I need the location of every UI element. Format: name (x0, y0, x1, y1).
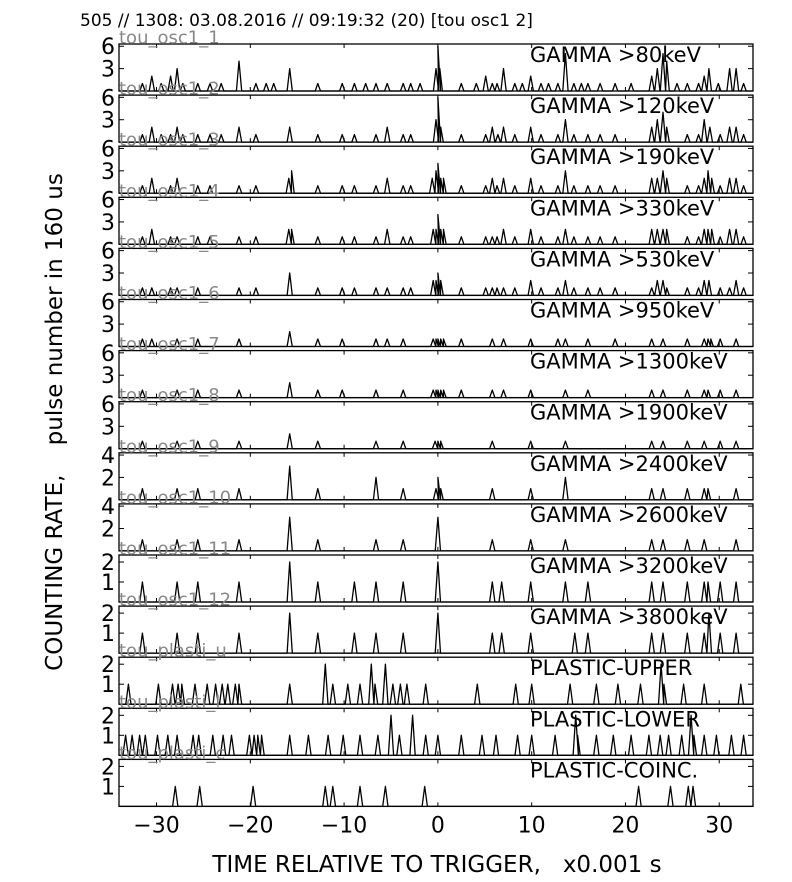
panel-tag: tou_plasti_u (119, 640, 227, 662)
y-tick-label: 1 (101, 571, 115, 596)
panel-tag: tou_osc1_9 (119, 436, 220, 458)
y-tick-label: 3 (101, 210, 115, 236)
y-tick-label: 2 (101, 653, 115, 679)
y-tick-label: 6 (101, 86, 115, 112)
y-tick-label: 3 (101, 57, 115, 83)
y-tick-label: 3 (101, 415, 115, 441)
y-tick-label: 6 (101, 188, 115, 214)
panel-label: GAMMA >1900keV (530, 400, 728, 425)
y-tick-label: 1 (101, 775, 115, 801)
series-line-tou_plasti_c (119, 786, 753, 806)
y-tick-label: 6 (101, 239, 115, 265)
panel-label: GAMMA >80keV (530, 43, 701, 67)
panel-label: GAMMA >3800keV (530, 605, 728, 630)
x-tick-label: −30 (133, 813, 180, 839)
y-tick-label: 1 (101, 724, 115, 750)
chart-header: 505 // 1308: 03.08.2016 // 09:19:32 (20) [tou osc1 2] (80, 11, 533, 31)
y-tick-label: 2 (101, 466, 115, 492)
y-tick-label: 2 (101, 602, 115, 628)
panel-tag: tou_osc1_6 (119, 283, 220, 304)
y-tick-label: 4 (101, 495, 115, 521)
x-tick-label: −20 (227, 813, 274, 839)
y-tick-label: 6 (101, 35, 115, 61)
panel-tag: tou_osc1_5 (119, 231, 220, 253)
x-axis (133, 813, 733, 838)
panel-tou_plasti_c (101, 743, 753, 807)
panel-label: GAMMA >950keV (530, 298, 715, 323)
panel-tag: tou_osc1_1 (119, 27, 220, 49)
panel-label: GAMMA >120keV (530, 94, 715, 119)
y-tick-label: 6 (101, 290, 115, 316)
x-tick-label: 10 (517, 813, 546, 839)
y-tick-label: 2 (101, 551, 115, 576)
x-tick-label: 20 (611, 813, 640, 839)
panel-tag: tou_osc1_2 (119, 78, 220, 100)
panel-label: PLASTIC-LOWER (530, 707, 700, 732)
panel-label: PLASTIC-COINC. (530, 758, 699, 783)
x-tick-label: 0 (430, 813, 445, 839)
y-tick-label: 1 (101, 622, 115, 648)
panel-label: GAMMA >2600keV (530, 502, 728, 527)
panel-tag: tou_osc1_10 (119, 487, 232, 509)
panel-tag: tou_osc1_12 (119, 589, 232, 611)
y-tick-label: 3 (101, 108, 115, 134)
panels (101, 28, 753, 807)
panel-label: GAMMA >190keV (530, 145, 715, 170)
panel-tag: tou_osc1_8 (119, 385, 220, 407)
panel-tag: tou_osc1_7 (119, 334, 220, 356)
panel-tag: tou_plasti_c (119, 742, 226, 764)
panel-tag: tou_osc1_3 (119, 129, 220, 151)
x-tick-label: −10 (320, 813, 368, 839)
panel-label: GAMMA >2400keV (530, 451, 728, 476)
x-tick-label: 30 (705, 813, 734, 839)
panel-tag: tou_osc1_11 (119, 538, 232, 560)
panel-tag: tou_osc1_4 (119, 180, 220, 202)
y-tick-label: 4 (101, 444, 115, 470)
panel-label: GAMMA >530keV (530, 247, 715, 272)
y-tick-label: 3 (101, 262, 115, 288)
y-tick-label: 6 (101, 392, 115, 418)
y-tick-label: 6 (101, 341, 115, 367)
y-tick-label: 2 (101, 517, 115, 543)
panel-tag: tou_plasti_l (119, 691, 221, 713)
y-axis-label: COUNTING RATE, pulse number in 160 us (42, 173, 68, 671)
y-tick-label: 3 (101, 313, 115, 339)
panel-label: GAMMA >3200keV (530, 554, 728, 578)
y-tick-label: 2 (101, 704, 115, 730)
y-tick-label: 6 (101, 137, 115, 163)
x-axis-label: TIME RELATIVE TO TRIGGER, x0.001 s (212, 852, 662, 878)
panel-label: GAMMA >1300keV (530, 349, 728, 374)
y-tick-label: 3 (101, 364, 115, 390)
y-tick-label: 3 (101, 159, 115, 185)
panel-label: PLASTIC-UPPER (530, 656, 693, 681)
y-tick-label: 1 (101, 673, 115, 699)
y-tick-label: 2 (101, 755, 115, 781)
panel-label: GAMMA >330keV (530, 196, 715, 221)
